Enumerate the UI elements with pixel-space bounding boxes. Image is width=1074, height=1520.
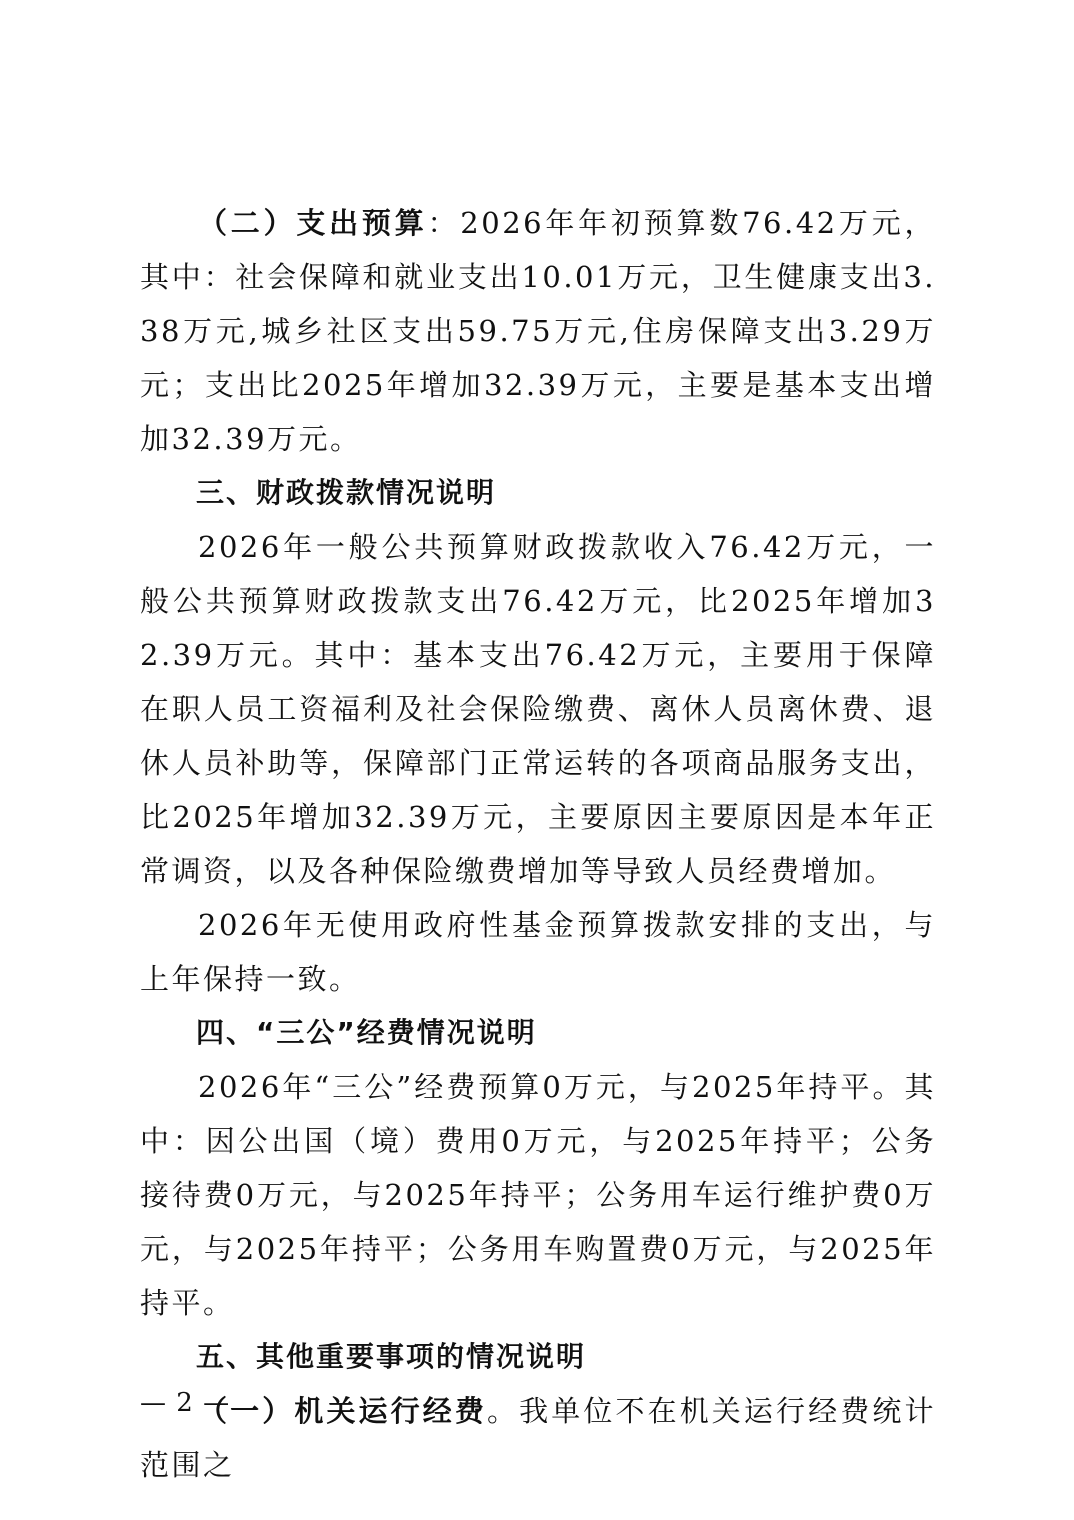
page-number: — 2 — [140, 1388, 231, 1418]
other-matters-heading: 五、其他重要事项的情况说明 [196, 1340, 587, 1373]
fiscal-appropriation-paragraph-2: 2026年无使用政府性基金预算拨款安排的支出，与上年保持一致。 [140, 908, 936, 996]
expenditure-budget-paragraph [140, 196, 936, 466]
three-public-expenses-heading: 四、“三公”经费情况说明 [196, 1016, 537, 1049]
expenditure-budget-lead: （二）支出预算 [198, 206, 428, 240]
fiscal-appropriation-heading: 三、财政拨款情况说明 [196, 476, 497, 509]
document-page [140, 196, 936, 1492]
agency-operating-expenses-paragraph [140, 1384, 936, 1492]
fiscal-appropriation-paragraph-1: 2026年一般公共预算财政拨款收入76.42万元，一般公共预算财政拨款支出76.42万元，比2025年增加32.39万元。其中：基本支出76.42万元，主要用于保障在职人员工资福利及社会保险缴费、离休人员离休费、退休人员补助等，保障部门正常运转的各项商品服务支出，比2025年增加32.39万元，主要原因主要原因是本年正常调资，以及各种保险缴费增加等导致人员经费增加。 [140, 530, 936, 888]
agency-operating-expenses-text: 。我单位不在机关运行经费统计范围之 [140, 1394, 936, 1482]
expenditure-budget-text: ：2026年年初预算数76.42万元，其中：社会保障和就业支出10.01万元，卫生健康支出3.38万元,城乡社区支出59.75万元,住房保障支出3.29万元；支出比2025年增加32.39万元，主要是基本支出增加32.39万元。 [140, 206, 936, 456]
three-public-expenses-paragraph: 2026年“三公”经费预算0万元，与2025年持平。其中：因公出国（境）费用0万元，与2025年持平；公务接待费0万元，与2025年持平；公务用车运行维护费0万元，与2025年持平；公务用车购置费0万元，与2025年持平。 [140, 1070, 936, 1320]
agency-operating-expenses-lead: （一）机关运行经费 [198, 1394, 488, 1428]
